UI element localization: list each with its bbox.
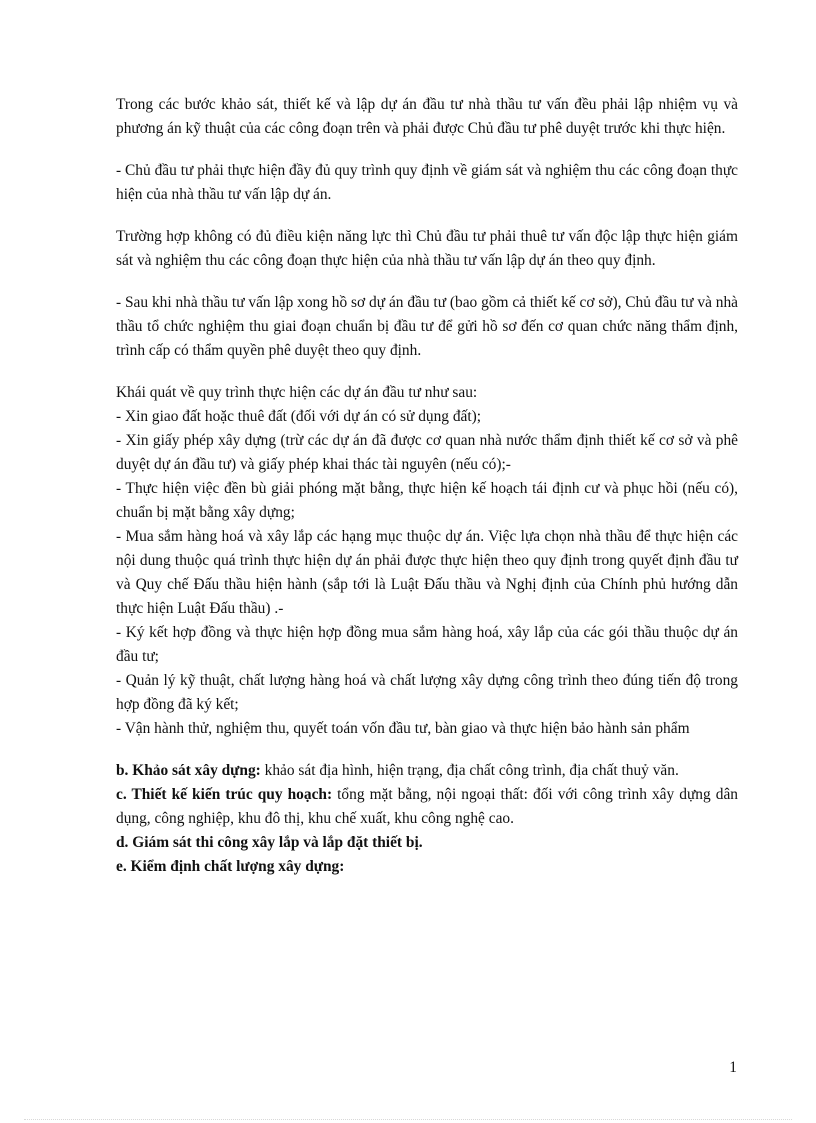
section-heading: e. Kiểm định chất lượng xây dựng: (116, 858, 345, 875)
section-heading: d. Giám sát thi công xây lắp và lắp đặt thiết bị. (116, 834, 423, 851)
section-text: tổng mặt bằng, nội ngoại thất: đối với công trình xây dựng dân dụng, công nghiệp, khu đô thị, khu chế xuất, khu công nghệ cao. (116, 786, 738, 827)
process-item: - Mua sắm hàng hoá và xây lắp các hạng mục thuộc dự án. Việc lựa chọn nhà thầu để thực hiện các nội dung thuộc quá trình thực hiện dự án phải được thực hiện theo quy định trong quyết định đầu tư và Quy chế Đấu thầu hiện hành (sắp tới là Luật Đấu thầu và Nghị định của Chính phủ hướng dẫn thực hiện Luật Đấu thầu) .- (116, 528, 738, 617)
section-architecture-planning (116, 783, 738, 831)
section-construction-survey (116, 759, 738, 783)
process-item: - Quản lý kỹ thuật, chất lượng hàng hoá và chất lượng xây dựng công trình theo đúng tiến độ trong hợp đồng đã ký kết; (116, 672, 738, 713)
process-item: - Ký kết hợp đồng và thực hiện hợp đồng mua sắm hàng hoá, xây lắp của các gói thầu thuộc dự án đầu tư; (116, 624, 738, 665)
paragraph-project-dossier: - Sau khi nhà thầu tư vấn lập xong hồ sơ dự án đầu tư (bao gồm cả thiết kế cơ sở), Chủ đầu tư và nhà thầu tổ chức nghiệm thu giai đoạn chuẩn bị đầu tư để gửi hồ sơ đến cơ quan chức năng thẩm định, trình cấp có thẩm quyền phê duyệt theo quy định. (116, 294, 738, 359)
paragraph-survey-design: Trong các bước khảo sát, thiết kế và lập dự án đầu tư nhà thầu tư vấn đều phải lập nhiệm vụ và phương án kỹ thuật của các công đoạn trên và phải được Chủ đầu tư phê duyệt trước khi thực hiện. (116, 96, 738, 137)
process-intro: Khái quát về quy trình thực hiện các dự án đầu tư như sau: (116, 384, 478, 401)
process-item: - Xin giấy phép xây dựng (trừ các dự án đã được cơ quan nhà nước thẩm định thiết kế cơ sở và phê duyệt dự án đầu tư) và giấy phép khai thác tài nguyên (nếu có);- (116, 432, 738, 473)
service-sections (116, 759, 738, 879)
section-text: khảo sát địa hình, hiện trạng, địa chất công trình, địa chất thuỷ văn. (260, 762, 679, 779)
section-heading: c. Thiết kế kiến trúc quy hoạch: (116, 786, 333, 803)
process-item: - Xin giao đất hoặc thuê đất (đối với dự án có sử dụng đất); (116, 408, 482, 425)
section-construction-supervision (116, 831, 738, 855)
process-item: - Thực hiện việc đền bù giải phóng mặt bằng, thực hiện kế hoạch tái định cư và phục hồi (nếu có), chuẩn bị mặt bằng xây dựng; (116, 480, 738, 521)
process-item: - Vận hành thử, nghiệm thu, quyết toán vốn đầu tư, bàn giao và thực hiện bảo hành sản phẩm (116, 720, 690, 737)
page-bottom-divider (24, 1119, 792, 1120)
page-number: 1 (729, 1059, 737, 1076)
section-quality-inspection (116, 855, 738, 879)
section-heading: b. Khảo sát xây dựng: (116, 762, 261, 779)
paragraph-owner-supervision: - Chủ đầu tư phải thực hiện đầy đủ quy trình quy định về giám sát và nghiệm thu các công đoạn thực hiện của nhà thầu tư vấn lập dự án. (116, 162, 738, 203)
document-body (116, 93, 738, 879)
process-overview (116, 381, 738, 741)
paragraph-independent-consultant: Trường hợp không có đủ điều kiện năng lực thì Chủ đầu tư phải thuê tư vấn độc lập thực hiện giám sát và nghiệm thu các công đoạn thực hiện của nhà thầu tư vấn lập dự án theo quy định. (116, 228, 738, 269)
